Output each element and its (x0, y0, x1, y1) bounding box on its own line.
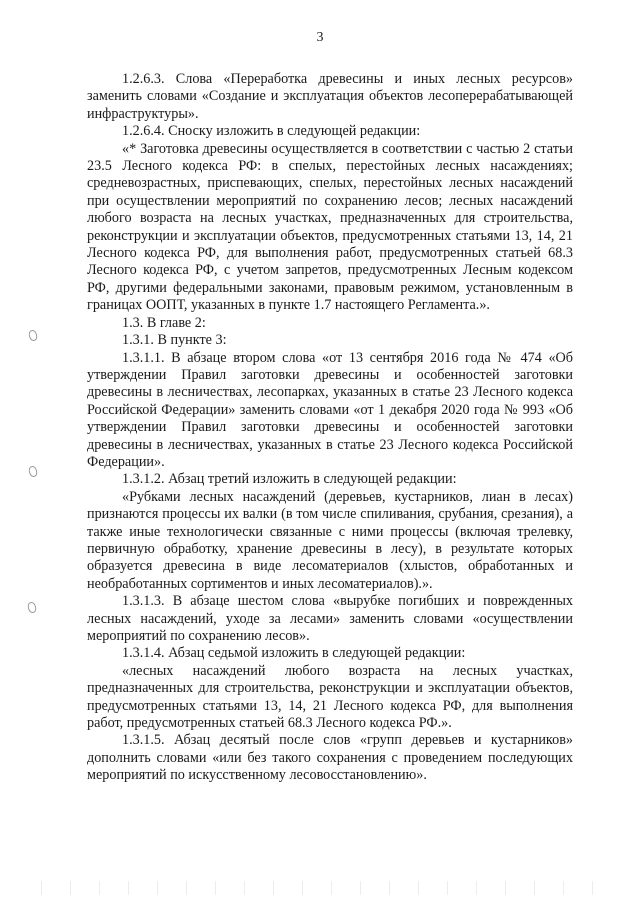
binding-hole-mark (27, 601, 38, 614)
document-body (87, 71, 573, 785)
scan-noise (30, 881, 620, 895)
paragraph: 1.3.1.4. Абзац седьмой изложить в следующей редакции: (122, 645, 466, 662)
page-number: 3 (316, 30, 324, 45)
binding-hole-mark (28, 465, 39, 478)
paragraph: 1.3.1.2. Абзац третий изложить в следующей редакции: (122, 471, 457, 488)
binding-hole-mark (28, 329, 39, 342)
paragraph: 1.3.1.5. Абзац десятый после слов «групп деревьев и кустарников» дополнить словами «или без такого сохранения с проведением последующих мероприятий по искусственному лесовосстановлению». (87, 732, 573, 784)
paragraph: 1.3.1. В пункте 3: (122, 332, 227, 349)
paragraph: 1.3. В главе 2: (122, 314, 206, 331)
paragraph: 1.2.6.3. Слова «Переработка древесины и иных лесных ресурсов» заменить словами «Создание и эксплуатация объектов лесоперерабатывающей инфраструктуры». (87, 71, 573, 122)
paragraph: 1.3.1.3. В абзаце шестом слова «вырубке погибших и поврежденных лесных насаждений, уходе за лесами» заменить словами «осуществлении мероприятий по сохранению лесов». (87, 593, 573, 644)
paragraph: 1.2.6.4. Сноску изложить в следующей редакции: (122, 123, 421, 140)
paragraph: «Рубками лесных насаждений (деревьев, кустарников, лиан в лесах) признаются процессы их валки (в том числе спиливания, срубания, срезания), а также иные технологически связанные с ними процессы (включая трелевку, первичную обработку, хранение древесины в лесу), в результате которых образуется древесина в виде лесоматериалов (хлыстов, обработанных и необработанных сортиментов и иных лесоматериалов).». (87, 488, 573, 592)
paragraph: 1.3.1.1. В абзаце втором слова «от 13 сентября 2016 года № 474 «Об утверждении Правил заготовки древесины и особенностей заготовки древесины в лесничествах, лесопарках, указанных в статье 23 Лесного кодекса Российской Федерации» заменить словами «от 1 декабря 2020 года № 993 «Об утверждении Правил заготовки древесины и особенностей заготовки древесины в лесничествах, указанных в статье 23 Лесного кодекса Российской Федерации». (87, 349, 573, 470)
paragraph: «лесных насаждений любого возраста на лесных участках, предназначенных для строительства, реконструкции и эксплуатации объектов, предусмотренных статьями 13, 14, 21 Лесного кодекса РФ, для выполнения работ, предусмотренных статьей 68.3 Лесного кодекса РФ.». (87, 662, 573, 732)
paragraph: «* Заготовка древесины осуществляется в соответствии с частью 2 статьи 23.5 Лесного кодекса РФ: в спелых, перестойных лесных насаждениях; средневозрастных, приспевающих, спелых, перестойных лесных насаждений при осуществлении мероприятий по сохранению лесов; лесных насаждений любого возраста на лесных участках, предназначенных для строительства, реконструкции и эксплуатации объектов, предусмотренных статьями 13, 14, 21 Лесного кодекса РФ, для выполнения работ, предусмотренных статьей 68.3 Лесного кодекса РФ, с учетом запретов, предусмотренных Лесным кодексом РФ, другими федеральными законами, правовым режимом, установленным в границах ООПТ, указанных в пункте 1.7 настоящего Регламента.». (87, 140, 573, 314)
